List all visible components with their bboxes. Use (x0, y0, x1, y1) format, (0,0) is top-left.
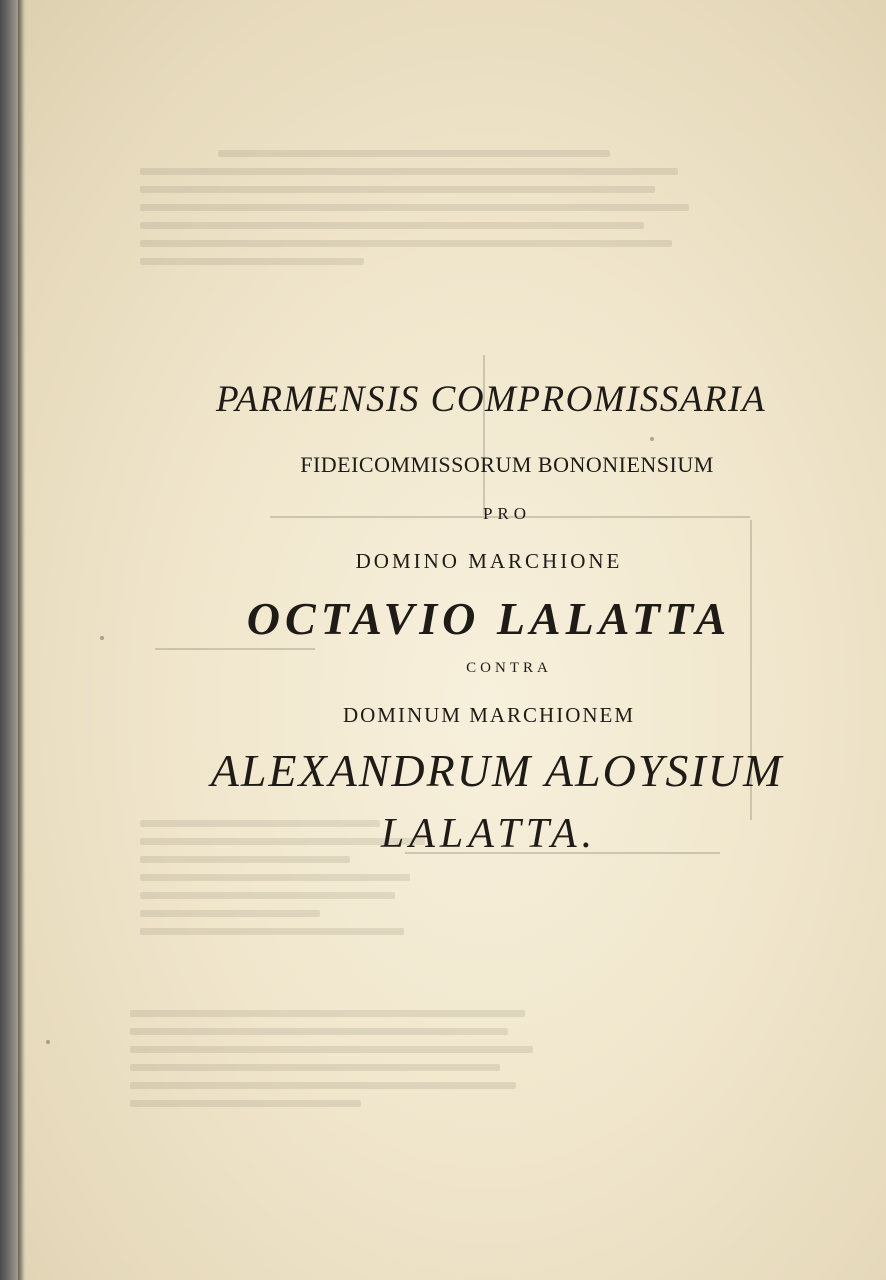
name-alexandrum-aloysium: ALEXANDRUM ALOYSIUM (210, 745, 784, 796)
line-domino-marchione: DOMINO MARCHIONE (355, 549, 623, 573)
word-contra: CONTRA (466, 660, 552, 676)
name-lalatta: LALATTA. (380, 811, 598, 857)
paper-speck (46, 1040, 50, 1044)
line-dominum-marchionem: DOMINUM MARCHIONEM (342, 703, 636, 727)
show-through-tree-line (155, 648, 315, 650)
show-through-text-block (130, 1010, 550, 1118)
binding-shadow (18, 0, 24, 1280)
show-through-text-block (140, 150, 700, 276)
title-line-parmensis: PARMENSIS COMPROMISSARIA (215, 379, 767, 420)
word-pro: PRO (482, 504, 532, 523)
subtitle-fideicommissorum: FIDEICOMMISSORUM BONONIENSIUM (300, 452, 714, 477)
name-octavio-lalatta: OCTAVIO LALATTA (246, 593, 732, 644)
paper-speck (650, 437, 654, 441)
